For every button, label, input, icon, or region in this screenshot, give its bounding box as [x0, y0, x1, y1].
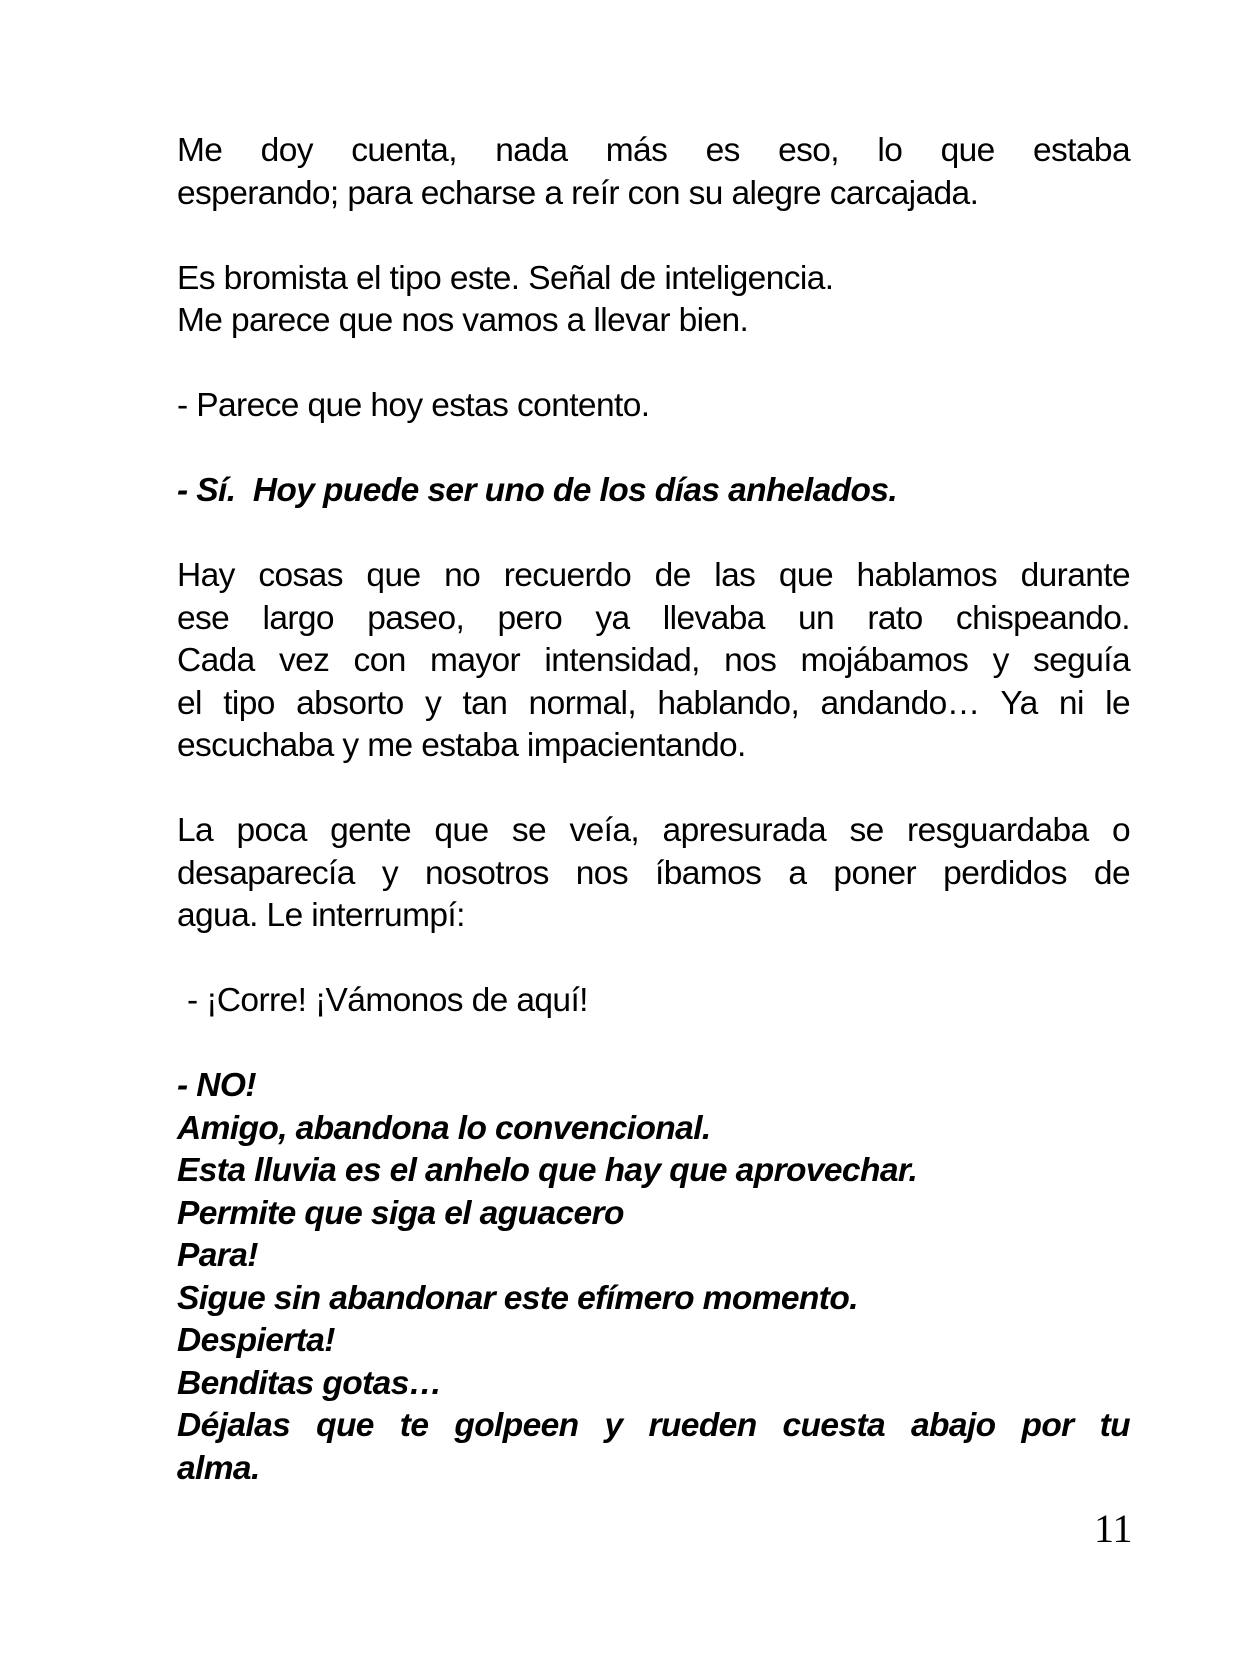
text-line: Permite que siga el aguacero — [177, 1194, 624, 1232]
text-line: Es bromista el tipo este. Señal de inteligencia. — [177, 259, 834, 297]
dialogue-line-2 — [177, 470, 1130, 513]
text-line: escuchaba y me estaba impacientando. — [177, 727, 746, 764]
text-line: alma. — [177, 1449, 260, 1487]
text-line: Cada vez con mayor intensidad, nos mojábamos y seguía — [177, 642, 1130, 679]
dialogue-poem — [177, 1065, 1130, 1490]
text-line: esperando; para echarse a reír con su alegre carcajada. — [177, 174, 979, 212]
text-line: Para! — [177, 1237, 258, 1274]
text-line: Déjalas que te golpeen y rueden cuesta abajo por tu — [177, 1407, 1130, 1444]
text-line: Esta lluvia es el anhelo que hay que aprovechar. — [177, 1152, 918, 1189]
text-line: Benditas gotas… — [177, 1364, 442, 1402]
paragraph-3 — [177, 555, 1130, 768]
text-line: - Parece que hoy estas contento. — [177, 387, 650, 424]
body-text — [177, 130, 1130, 1490]
text-line: agua. Le interrumpí: — [177, 897, 465, 934]
text-line: Amigo, abandona lo convencional. — [177, 1109, 711, 1147]
text-line: Sigue sin abandonar este efímero momento. — [177, 1279, 858, 1317]
paragraph-2 — [177, 258, 1130, 343]
text-line: La poca gente que se veía, apresurada se resguardaba o — [177, 812, 1130, 849]
page-number: 11 — [1094, 1506, 1133, 1551]
text-line: el tipo absorto y tan normal, hablando, andando… Ya ni le — [177, 684, 1130, 722]
text-line: desaparecía y nosotros nos íbamos a poner perdidos de — [177, 854, 1130, 892]
text-line: Me parece que nos vamos a llevar bien. — [177, 302, 749, 339]
dialogue-line-1 — [177, 385, 1130, 428]
text-line: - Sí. Hoy puede ser uno de los días anhelados. — [177, 472, 898, 509]
paragraph-1 — [177, 130, 1130, 215]
text-line: - ¡Corre! ¡Vámonos de aquí! — [187, 982, 588, 1019]
text-line: - NO! — [177, 1067, 256, 1104]
dialogue-line-3 — [177, 980, 1130, 1023]
paragraph-4 — [177, 810, 1130, 938]
text-line: Me doy cuenta, nada más es eso, lo que estaba — [177, 132, 1130, 169]
text-line: ese largo paseo, pero ya llevaba un rato chispeando. — [177, 599, 1130, 637]
text-line: Despierta! — [177, 1322, 335, 1359]
text-line: Hay cosas que no recuerdo de las que hablamos durante — [177, 557, 1130, 594]
